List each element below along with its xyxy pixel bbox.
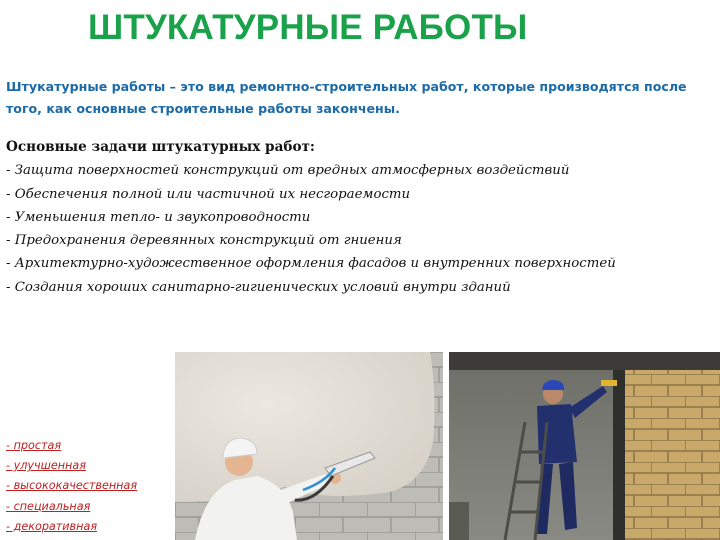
plaster-type-item: - высококачественная: [6, 479, 138, 493]
plaster-type-item: - простая: [6, 439, 62, 452]
tasks-section: [6, 136, 714, 299]
task-item: - Уменьшения тепло- и звукопроводности: [6, 209, 311, 225]
plaster-types-list: [6, 436, 176, 537]
page-title: ШТУКАТУРНЫЕ РАБОТЫ: [88, 8, 528, 47]
photo-worker-spraying: [175, 352, 443, 540]
task-item: - Обеспечения полной или частичной их несгораемости: [6, 186, 411, 202]
plaster-type-item: - специальная: [6, 499, 91, 513]
task-item: - Защита поверхностей конструкций от вредных атмосферных воздействий: [6, 163, 570, 179]
task-item: - Архитектурно-художественное оформления фасадов и внутренних поверхностей: [6, 256, 616, 272]
tasks-heading: Основные задачи штукатурных работ:: [6, 139, 315, 155]
plaster-type-item: - декоративная: [6, 519, 98, 533]
plastering-photos: [175, 352, 720, 540]
task-item: - Создания хороших санитарно-гигиенических условий внутри зданий: [6, 279, 511, 295]
plaster-type-item: - улучшенная: [6, 459, 86, 473]
task-item: - Предохранения деревянных конструкций от гниения: [6, 233, 402, 249]
photo-worker-on-ladder: [449, 352, 720, 540]
intro-paragraph: Штукатурные работы – это вид ремонтно-строительных работ, которые производятся после того, как основные строительные работы закончены.: [6, 79, 687, 116]
